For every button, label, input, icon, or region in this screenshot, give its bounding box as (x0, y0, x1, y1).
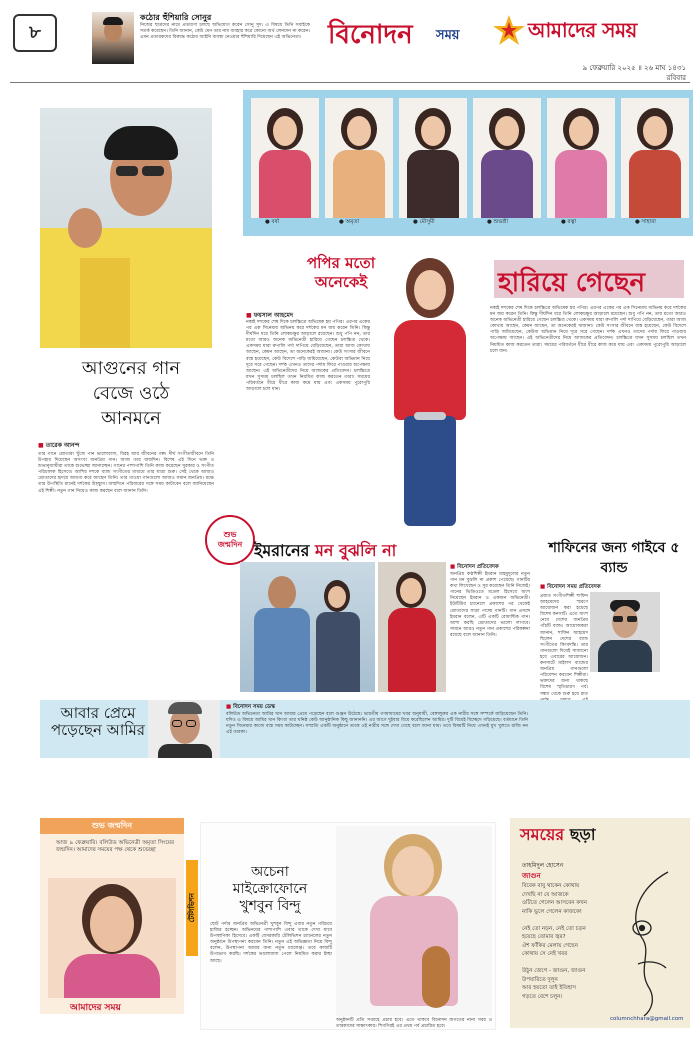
amir-byline: ■ বিনোদন সময় ডেস্ক (226, 704, 276, 710)
birthday-badge-text: শুভ জন্মদিন (217, 530, 243, 549)
top-gallery (243, 90, 693, 236)
birthday-bottom-text: আজ ৯ ফেব্রুয়ারি। বলিউড অভিনেত্রী অমৃতা সিংয়ের জন্মদিন। আমাদের সময়ের পক্ষ থেকে শুভেচ্ছা (56, 840, 174, 853)
header-divider (10, 82, 690, 83)
chhora-title-b: ছড়া (569, 825, 596, 844)
gallery-caption: ● শুভশ্রী (487, 219, 509, 225)
gallery-caption: ● রত্না (561, 219, 577, 225)
shafin-byline: ■ বিনোদন সময় প্রতিবেদক (540, 584, 601, 590)
teaser-text: নিজের ছাত্রদের নামে প্রতারণা চলছে অভিযোগ করেন সোনু সুদ। এ বিষয়ে তিনি সবাইকে সতর্ক করেছেন। তিনি জানান, কেউ যেন তার নাম ব্যবহার করে কোনো অর্থ লেনদেন না করেন। এমন প্রতারকদের বিরুদ্ধে কঠোর আইনি ব্যবস্থা নেওয়ার হুঁশিয়ারি দিয়েছেন এই অভিনেতা। (140, 23, 310, 41)
poem-line: বিবেক বাবু থাকেন কোথায় (522, 883, 580, 889)
chhora-author: তাহমিদুল হোসেন (522, 862, 564, 869)
gallery-photo (251, 98, 319, 218)
poem-line: গড়তে বেশে চলুন। (522, 993, 563, 1000)
imran-body: জনপ্রিয় কণ্ঠশিল্পী ইমরান মাহমুদুলের নতুন গান মন বুঝলি না প্রকাশ পেয়েছে। গানটির কথা লিখেছেন ও সুর করেছেন তিনি নিজেই। গানের ভিডিওতে মডেল হিসেবে অংশ নিয়েছেন ইমরান ও একজন অভিনেত্রী। ইউটিউব চ্যানেলে প্রকাশের পর থেকেই শ্রোতাদের সাড়া পাচ্ছে গানটি। গান প্রসঙ্গে ইমরান বলেন, এটি একটি রোমান্টিক গান। আশা করছি শ্রোতাদের ভালো লাগবে। সামনে আরও নতুন গান প্রকাশের পরিকল্পনা রয়েছে বলে জানান তিনি। (450, 572, 531, 638)
imran-title (254, 538, 396, 565)
poem-line: দেখছি না যে আজকে (522, 891, 569, 898)
imran-title-a: ইমরানের (254, 541, 310, 560)
popy-photo (376, 248, 484, 528)
bindu-tag-text: টেলিভিশন (188, 893, 196, 923)
amir-body: বলিউড অভিনেতা আমির খান আবার প্রেমে পড়েছেন বলে গুঞ্জন উঠেছে। ভারতীয় গণমাধ্যমের খবর অনুযায়ী, বেঙ্গালুরুর এক নারীর সঙ্গে সম্পর্কে জড়িয়েছেন তিনি। যদিও এ বিষয়ে আমির খান কিংবা তার ঘনিষ্ঠ কেউ আনুষ্ঠানিক কিছু জানাননি। এর আগে দুইবার বিয়ে করেছিলেন আমির। দুটি বিয়েই বিচ্ছেদে গড়িয়েছে। বর্তমানে তিনি নতুন সিনেমার কাজে ব্যস্ত সময় কাটাচ্ছেন। সম্প্রতি একটি অনুষ্ঠানে তাকে ওই নারীর সঙ্গে দেখা গেছে বলে জানা যায়। তবে বিষয়টি নিয়ে এখনই মুখ খুলতে রাজি নন এই তারকা। (226, 712, 528, 736)
imran-byline: ■ বিনোদন প্রতিবেদক (450, 564, 499, 570)
birthday-left-body: তার গানে শ্রোতারা খুঁজে পান ভালোবাসা, বিরহ আর জীবনের গল্প। দীর্ঘ সংগীতজীবনে তিনি উপহার দিয়েছেন অসংখ্য জনপ্রিয় গান। আজ তার জন্মদিন। বিশেষ এই দিনে ভক্ত ও শুভানুধ্যায়ীরা তাকে শুভেচ্ছা জানাচ্ছেন। গানের পাশাপাশি তিনি কাজ করেছেন সুরকার ও সংগীত পরিচালক হিসেবে। আশির দশকে ব্যান্ড সংগীতের মাধ্যমে তার যাত্রা শুরু। সেই থেকে আজও শ্রোতাদের হৃদয়ে জায়গা করে আছেন তিনি। তার গাওয়া গানগুলো আজও সমান জনপ্রিয়। মঞ্চে তার উপস্থিতি মানেই দর্শকের উচ্ছ্বাস। জন্মদিনে পরিবারের সঙ্গে সময় কাটাবেন বলে জানিয়েছেন এই শিল্পী। নতুন গান নিয়েও কাজ করছেন বলে জানান তিনি। (38, 452, 214, 494)
gallery-caption: ● বর্ষা (265, 219, 280, 225)
gallery-photo (547, 98, 615, 218)
bindu-tag (186, 860, 198, 956)
issue-date: ৯ ফেব্রুয়ারি ২০২৫ ॥ ২৬ মাঘ ১৪৩১ (582, 64, 686, 72)
section-logo-sub: সময় (436, 28, 460, 43)
byline-text: তারেক আনন্দ (45, 442, 80, 449)
birthday-left-title: আগুনের গান বেজে ওঠে আনমনে (81, 358, 181, 429)
poem-line: উপযারিতে দুলুন (522, 976, 558, 983)
section-logo-main: বিনোদন (328, 20, 413, 50)
gallery-photo (621, 98, 689, 218)
poem-line: কোথায় সে নেই খবর (522, 951, 568, 957)
poem-line: আর হয়তো তাই ইতিহাস (522, 985, 577, 991)
shafin-body: প্রয়াত সংগীতশিল্পী শাফিন আহমেদের স্মরণে আয়োজন করা হয়েছে বিশেষ কনসার্ট। এতে অংশ নেবে দেশের জনপ্রিয় পাঁচটি ব্যান্ড। আয়োজকরা জানান, শাফিন আহমেদ ছিলেন দেশের ব্যান্ড সংগীতের কিংবদন্তি। তার গানগুলো দিয়েই সাজানো হবে এবারের আয়োজন। কনসার্টে মাইলস ব্যান্ডের জনপ্রিয় গানগুলো পরিবেশন করবেন শিল্পীরা। ভক্তদের জন্য থাকছে বিশেষ স্মৃতিচারণ পর্ব। সন্ধ্যা থেকে শুরু হয়ে রাত (540, 594, 588, 697)
feature-byline: ■ ফয়সাল আহমেদ (246, 312, 293, 319)
poem-line: হয়েছে তোমার জ্বর? (522, 934, 566, 940)
imran-partner-photo (378, 562, 446, 692)
page-number: ৮ (29, 21, 41, 43)
gallery-photo (325, 98, 393, 218)
amir-photo (148, 700, 220, 758)
poem-line: নাকি ভুলে গেলেন কাজকে! (522, 908, 583, 915)
page-number-box (13, 14, 57, 52)
amrita-photo (48, 878, 176, 998)
issue-day: রবিবার (666, 74, 686, 82)
face-doodle-icon (608, 868, 688, 1018)
bottom-paper-logo: আমাদের সময় (70, 1003, 121, 1013)
gallery-photo (399, 98, 467, 218)
bindu-photo (336, 826, 492, 1016)
poem-line: নেই তো নড়ন, নেই তো চড়ন (522, 925, 586, 932)
chhora-title (520, 822, 595, 849)
imran-photo (240, 562, 375, 692)
imran-byline-text: বিনোদন প্রতিবেদক (457, 564, 499, 570)
amir-byline-text: বিনোদন সময় ডেস্ক (233, 704, 276, 710)
feature-kicker: পপির মতো অনেকেই (306, 254, 376, 291)
shafin-byline-text: বিনোদন সময় প্রতিবেদক (547, 584, 601, 590)
chhora-email[interactable]: columnchhara@gmail.com (610, 1016, 684, 1022)
shafin-title: শাফিনের জন্য গাইবে ৫ ব্যান্ড (548, 540, 680, 576)
gallery-caption: ● অমৃতা (339, 219, 360, 225)
shafin-photo (590, 592, 660, 672)
gallery-caption: ● সাহারা (635, 219, 656, 225)
bindu-title: অচেনা মাইক্রোফোনে খুশবুন বিন্দু (232, 864, 308, 914)
feature-body-col1: নব্বই দশকের শেষ দিকে চলচ্চিত্রে অভিষেক হয় পপির। এরপর একের পর এক সিনেমায় অভিনয় করে দর্শকের মন জয় করেন তিনি। কিন্তু দীর্ঘদিন ধরে তিনি লোকচক্ষুর আড়ালে রয়েছেন। শুধু পপি নন, তার মতো আরও অনেক অভিনেত্রী হারিয়ে গেছেন চলচ্চিত্র থেকে। একসময় যারা রুপালি পর্দা দাপিয়ে বেড়িয়েছেন, তারা আজ কোথায় আছেন, কেমন আছেন, তা অনেকেরই অজানা। কেউ সংসার জীবনে ব্যস্ত হয়েছেন, কেউ বিদেশে পাড়ি জমিয়েছেন, কেউবা অভিমান নিয়ে দূরে সরে গেছেন। দর্শক এখনও তাদের পর্দায় ফিরে পাওয়ার অপেক্ষায় আছেন। এই অভিনেত্রীদের নিয়ে আজকের প্রতিবেদন। চলচ্চিত্রে যখন সুসময় চলছিল তখন নিয়মিত কাজ করতেন তারা। সময়ের পরিবর্তনে ধীরে ধীরে কাজ কমে যায় এবং একসময় পুরোপুরি আড়ালে চলে যান। (246, 320, 370, 393)
feature-headline: হারিয়ে গেছেন (498, 268, 646, 298)
chhora-title-a: সময়ের (520, 825, 565, 844)
gallery-caption: ● মৌসুমী (413, 219, 435, 225)
amir-title: আবার প্রেমে পড়েছেন আমির (50, 704, 146, 739)
feature-byline-text: ফয়সাল আহমেদ (253, 312, 293, 319)
feature-body-col2: নব্বই দশকের শেষ দিকে চলচ্চিত্রে অভিষেক হয় পপির। এরপর একের পর এক সিনেমায় অভিনয় করে দর্শকের মন জয় করেন তিনি। কিন্তু দীর্ঘদিন ধরে তিনি লোকচক্ষুর আড়ালে রয়েছেন। শুধু পপি নন, তার মতো আরও অনেক অভিনেত্রী হারিয়ে গেছেন চলচ্চিত্র থেকে। একসময় যারা রুপালি পর্দা দাপিয়ে বেড়িয়েছেন, তারা আজ কোথায় আছেন, কেমন আছেন, তা অনেকেরই অজানা। কেউ সংসার জীবনে ব্যস্ত হয়েছেন, কেউ বিদেশে পাড়ি জমিয়েছেন, কেউবা অভিমান নিয়ে দূরে সরে গেছেন। দর্শক এখনও তাদের পর্দায় ফিরে পাওয়ার অপেক্ষায় আছেন। এই অভিনেত্রীদের নিয়ে আজকের প্রতিবেদন। চলচ্চিত্রে যখন সুসময় চলছিল তখন নিয়মিত কাজ করতেন তারা। সময়ের পরিবর্তনে ধীরে ধীরে কাজ কমে যায় এবং একসময় পুরোপুরি আড়ালে চলে যান। (490, 306, 686, 354)
sonu-thumbnail (92, 12, 134, 64)
chhora-poem-title: জাগুন (522, 872, 541, 880)
birthday-bottom-label: শুভ জন্মদিন (91, 820, 133, 830)
star-icon (492, 14, 526, 48)
singer-portrait (40, 108, 212, 348)
birthday-bottom-label-bar (40, 818, 184, 834)
section-logo (328, 12, 480, 58)
imran-title-b: মন বুঝলি না (315, 541, 397, 560)
poem-line: উঠুন জেগে - জাগুন, জাগুন (522, 968, 586, 974)
poem-line: ঐশ ফাঁকির মেলায় গেছেন (522, 942, 578, 949)
teaser-title: কঠোর হুঁশিয়ারি সোনুর (140, 13, 212, 22)
gallery-photo (473, 98, 541, 218)
paper-name: আমাদের সময় (528, 18, 637, 42)
bindu-body2: অনুষ্ঠানটি প্রতি সপ্তাহে প্রচার হবে। এতে থাকবে বিনোদন জগতের নানা খবর ও তারকাদের সাক্ষাৎকার। শিগগিরই এর প্রথম পর্ব প্রচারিত হবে। (336, 1018, 492, 1030)
birthday-left-byline: ■ তারেক আনন্দ (38, 442, 80, 449)
bindu-body: ছোট পর্দার জনপ্রিয় অভিনেত্রী খুশবুন বিন্দু এবার নতুন পরিচয়ে হাজির হচ্ছেন। অভিনয়ের পাশাপাশি এবার তাকে দেখা যাবে উপস্থাপিকা হিসেবে। একটি বেসরকারি টেলিভিশন চ্যানেলের নতুন অনুষ্ঠানে উপস্থাপনা করবেন তিনি। নতুন এই অভিজ্ঞতা নিয়ে বিন্দু বলেন, উপস্থাপনা আমার জন্য নতুন চ্যালেঞ্জ। তবে কাজটি উপভোগ করছি। দর্শকের ভালোবাসা পেলে নিয়মিত করার ইচ্ছা আছে। (210, 922, 332, 964)
poem-line: ওটিতে গেলেন আসবেন কখন (522, 900, 587, 906)
